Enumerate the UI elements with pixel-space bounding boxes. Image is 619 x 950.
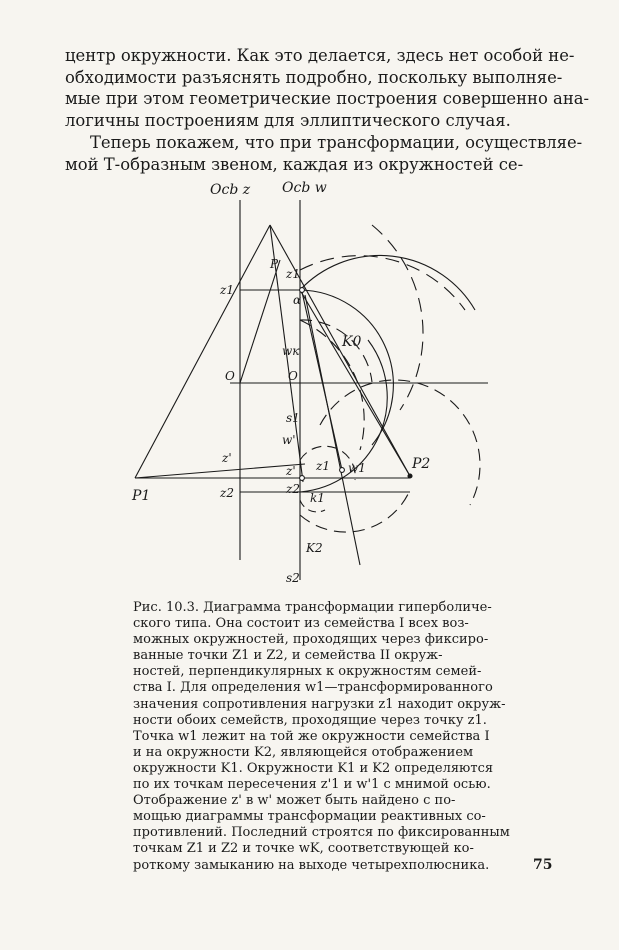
- label-k1: k1: [310, 491, 325, 505]
- label-wk: wк: [282, 344, 300, 358]
- caption-line: ностей, перпендикулярных к окружностям семей-: [133, 664, 482, 680]
- text-line: мой Т-образным звеном, каждая из окружностей се-: [65, 154, 524, 174]
- label-s2: s2: [286, 571, 300, 585]
- caption-line: Отображение z' в w' может быть найдено с по-: [133, 793, 456, 809]
- family-i-upper-arc: [300, 255, 475, 310]
- label-z1-w: z1: [286, 267, 300, 281]
- z1-point: [300, 288, 305, 293]
- diagram-svg: [110, 170, 500, 590]
- caption-line: роткому замыканию на выходе четырехполюсника.: [133, 857, 490, 873]
- family-ii-right-arc: [372, 225, 423, 410]
- label-z-prime: z': [222, 451, 232, 465]
- caption-line: можных окружностей, проходящих через фиксиро-: [133, 632, 489, 648]
- label-alpha: α: [293, 293, 302, 307]
- label-z2: z2: [220, 486, 234, 500]
- label-w1: w1: [348, 461, 366, 475]
- label-p1: P1: [132, 488, 151, 504]
- caption-line: Точка w1 лежит на той же окружности семейства I: [133, 728, 490, 744]
- label-w-axis: Ocb w: [282, 180, 327, 196]
- family-ii-outer-arc: [300, 256, 465, 310]
- label-k0: K0: [342, 334, 362, 350]
- caption-line: противлений. Последний строятся по фиксированным: [133, 825, 510, 841]
- figure-caption: [133, 600, 543, 874]
- label-w-prime: w': [282, 433, 296, 447]
- label-z-axis: Ocb z: [210, 182, 251, 198]
- caption-line: ского типа. Она состоит из семейства I всех воз-: [133, 616, 469, 632]
- label-k2: K2: [306, 541, 323, 555]
- label-origin-z: O: [225, 369, 235, 383]
- label-p2: P2: [412, 456, 431, 472]
- transformation-diagram-figure: [110, 170, 500, 590]
- caption-line: точкам Z1 и Z2 и точке wK, соответствующей ко-: [133, 841, 474, 857]
- z2-point: [300, 476, 305, 481]
- z-prime-level-line: [135, 464, 305, 478]
- text-line: мые при этом геометрические построения совершенно ана-: [65, 89, 590, 108]
- caption-line: значения сопротивления нагрузки z1 находит окруж-: [133, 696, 506, 712]
- caption-line: ности обоих семейств, проходящие через точку z1.: [133, 712, 487, 728]
- label-z-prime-w: z': [286, 464, 296, 478]
- w1-point: [340, 468, 345, 473]
- caption-line: ства I. Для определения w1—трансформированного: [133, 680, 493, 696]
- line-o-to-p: [240, 260, 280, 383]
- text-line: обходимости разъяснять подробно, поскольку выполняе-: [65, 67, 563, 87]
- caption-line: Рис. 10.3. Диаграмма трансформации гиперболиче-: [133, 600, 492, 615]
- caption-line: ванные точки Z1 и Z2, и семейства II окруж-: [133, 648, 443, 664]
- page-number: 75: [533, 857, 553, 873]
- text-line: Теперь покажем, что при трансформации, осуществляе-: [90, 133, 583, 152]
- caption-line: мощью диаграммы трансформации реактивных со-: [133, 809, 486, 825]
- body-paragraph-1: [65, 45, 590, 131]
- body-paragraph-2: [65, 132, 583, 175]
- caption-line: окружности K1. Окружности K1 и K2 определяются: [133, 760, 494, 776]
- caption-line: по их точкам пересечения z'1 и w'1 с мнимой осью.: [133, 777, 491, 793]
- label-z1: z1: [220, 283, 234, 297]
- text-line: центр окружности. Как это делается, здесь нет особой не-: [65, 46, 575, 65]
- p2-point: [408, 474, 412, 478]
- label-origin-w: O: [288, 369, 298, 383]
- label-s1: s1: [286, 411, 300, 425]
- label-z2-w: z2: [286, 482, 300, 496]
- text-line: логичны построениям для эллиптического случая.: [65, 110, 511, 130]
- label-p: P: [270, 257, 279, 271]
- label-z1-small: z1: [316, 459, 330, 473]
- caption-line: и на окружности K2, являющейся отображением: [133, 744, 474, 760]
